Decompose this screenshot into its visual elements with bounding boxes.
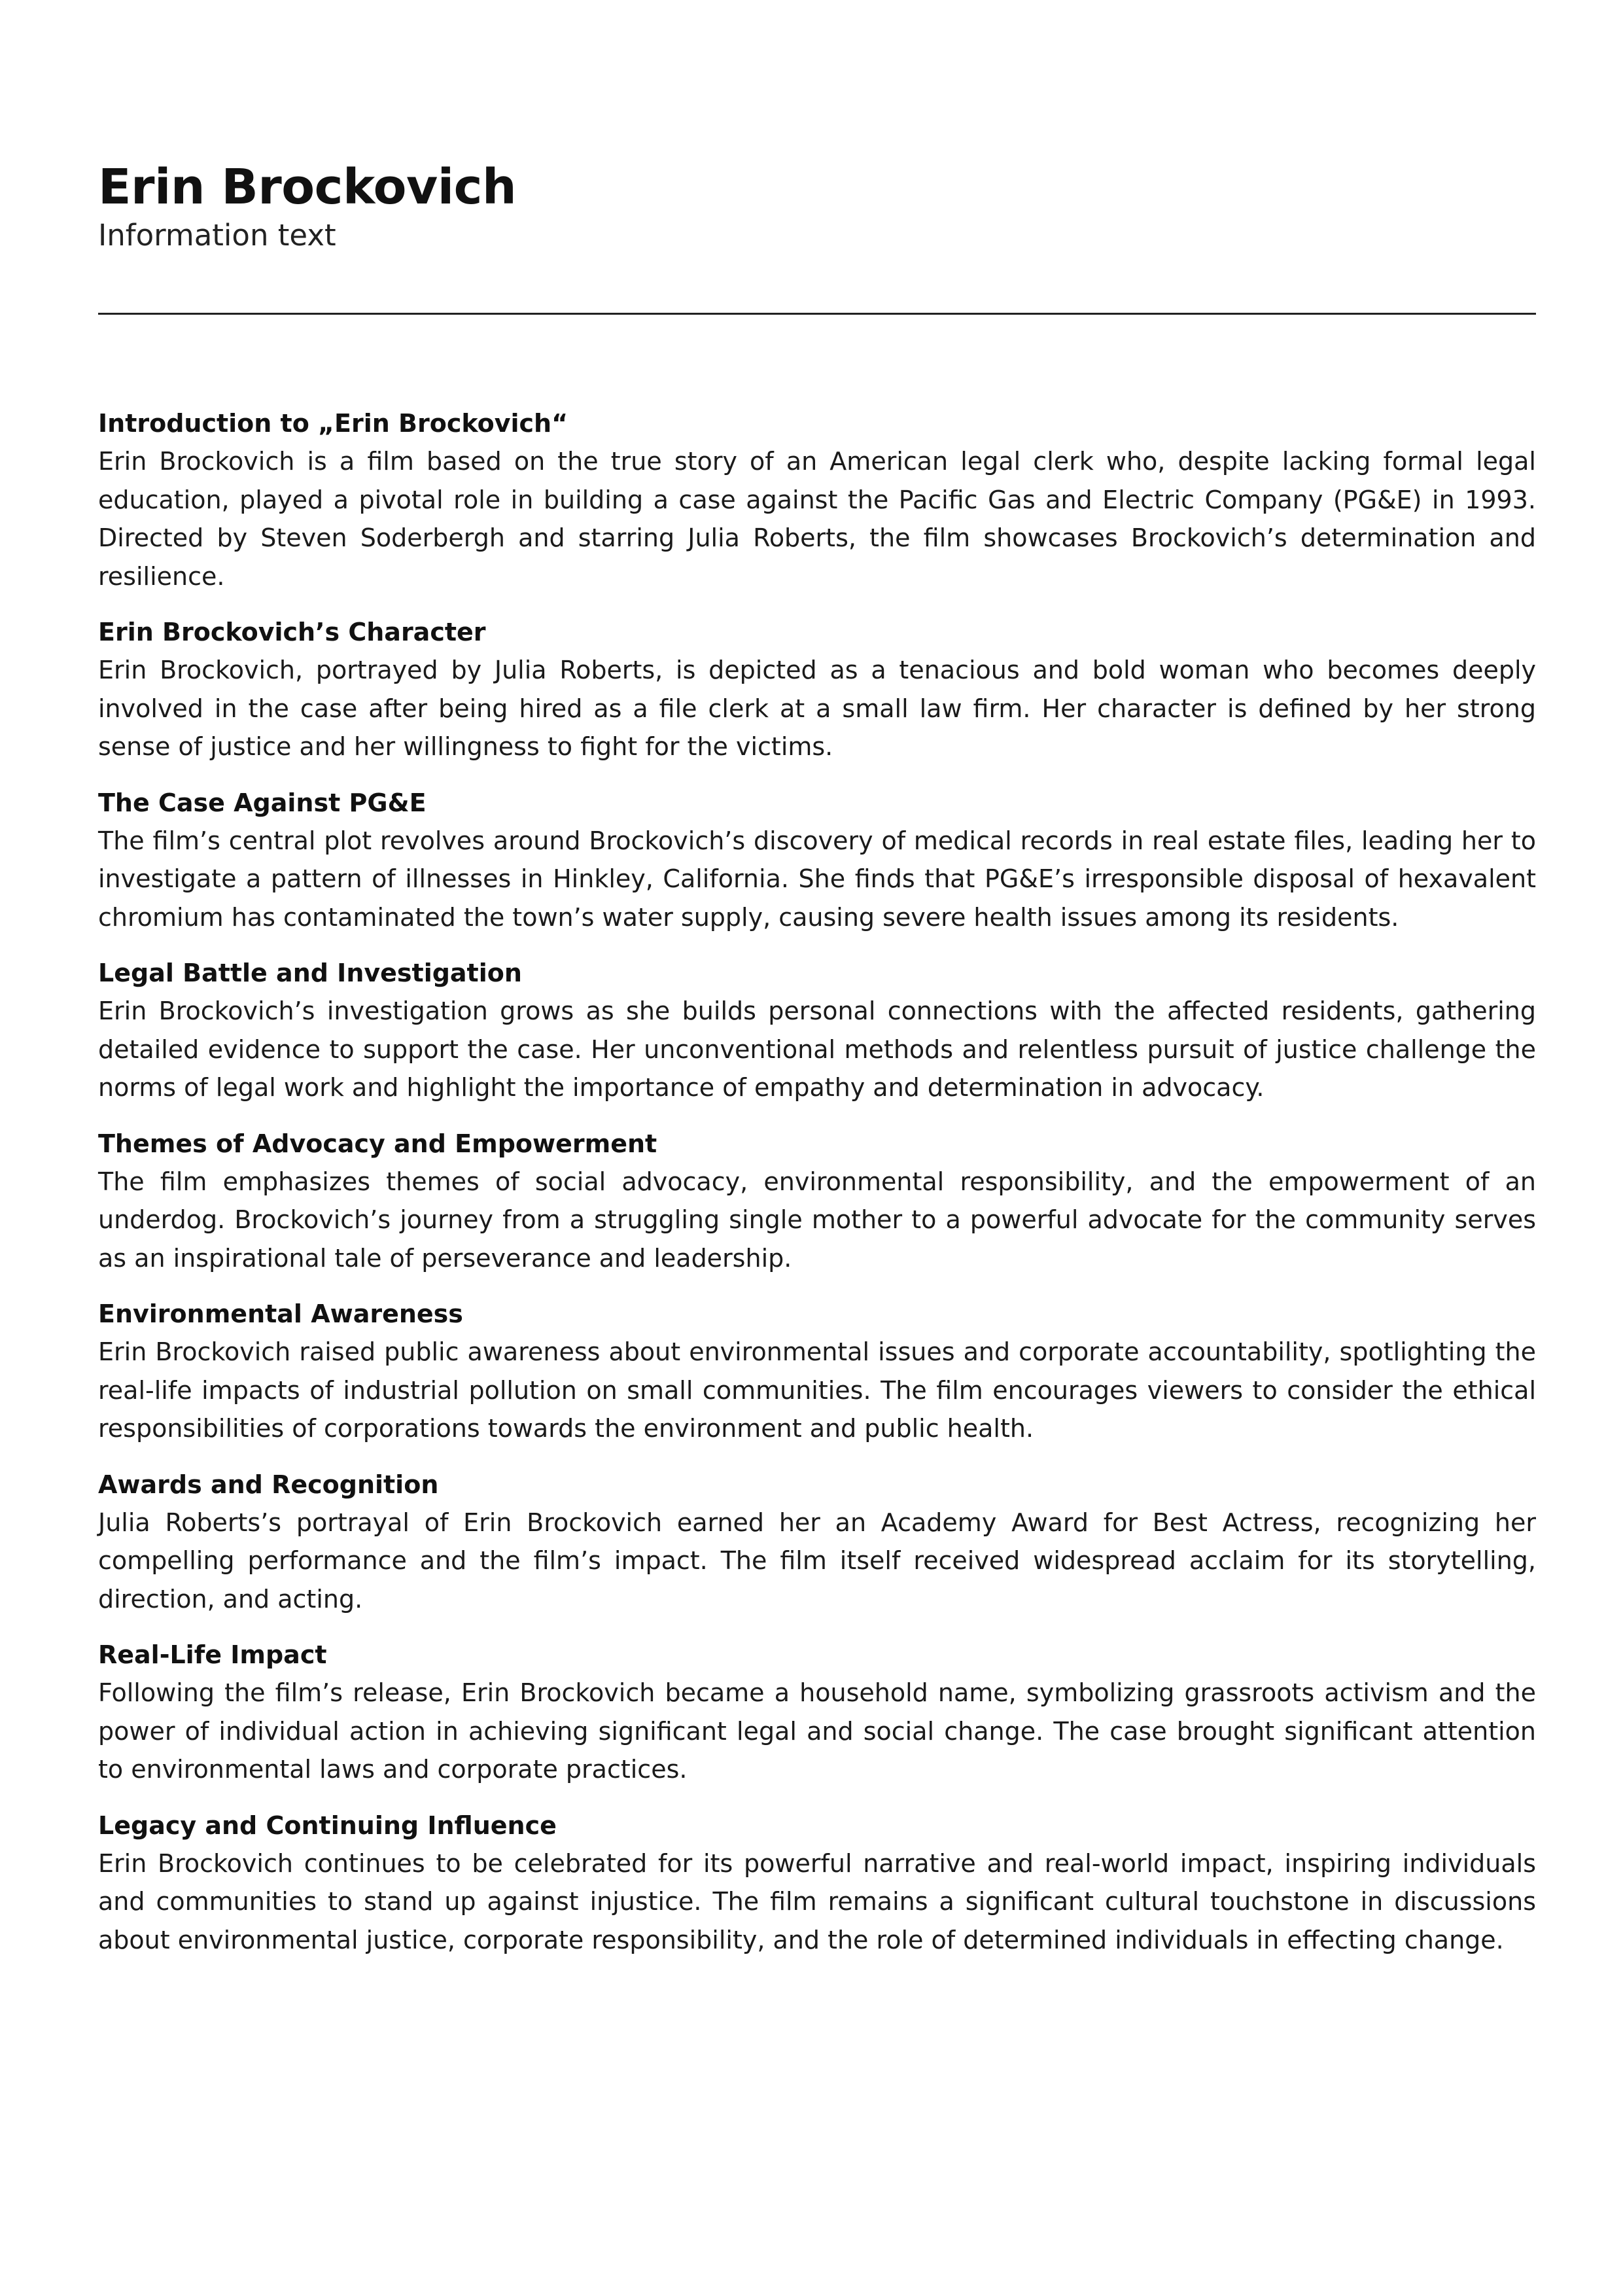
section-heading: The Case Against PG&E xyxy=(98,788,427,817)
section-legal-battle xyxy=(98,954,1536,1107)
section-themes xyxy=(98,1125,1536,1278)
section-heading: Environmental Awareness xyxy=(98,1299,463,1328)
section-body: Erin Brockovich continues to be celebrated for its powerful narrative and real-world impact, inspiring individuals and communities to stand up against injustice. The film remains a significant cultural touchstone in discussions about environmental justice, corporate responsibility, and the role of determined individuals in effecting change. xyxy=(98,1848,1536,1954)
section-heading: Real-Life Impact xyxy=(98,1640,327,1669)
section-heading: Themes of Advocacy and Empowerment xyxy=(98,1129,657,1158)
section-body: The film emphasizes themes of social advocacy, environmental responsibility, and the empowerment of an underdog. Brockovich’s journey from a struggling single mother to a powerful advocate for the community serves as an inspirational tale of perseverance and leadership. xyxy=(98,1167,1536,1273)
section-body: Julia Roberts’s portrayal of Erin Brockovich earned her an Academy Award for Best Actress, recognizing her compelling performance and the film’s impact. The film itself received widespread acclaim for its storytelling, direction, and acting. xyxy=(98,1508,1536,1614)
section-body: Following the film’s release, Erin Brockovich became a household name, symbolizing grassroots activism and the power of individual action in achieving significant legal and social change. The case brought significant attention to environmental laws and corporate practices. xyxy=(98,1678,1536,1784)
header-divider xyxy=(98,313,1536,315)
page-subtitle: Information text xyxy=(98,218,336,253)
section-heading: Legacy and Continuing Influence xyxy=(98,1810,557,1840)
section-case-against-pge xyxy=(98,784,1536,937)
section-character xyxy=(98,613,1536,766)
section-body: Erin Brockovich’s investigation grows as she builds personal connections with the affected residents, gathering detailed evidence to support the case. Her unconventional methods and relentless pursuit of justice challenge the norms of legal work and highlight the importance of empathy and determination in advocacy. xyxy=(98,997,1536,1102)
section-body: Erin Brockovich, portrayed by Julia Roberts, is depicted as a tenacious and bold woman who becomes deeply involved in the case after being hired as a file clerk at a small law firm. Her character is defined by her strong sense of justice and her willingness to fight for the victims. xyxy=(98,656,1536,761)
section-heading: Awards and Recognition xyxy=(98,1470,439,1499)
section-legacy xyxy=(98,1807,1536,1960)
section-body: Erin Brockovich raised public awareness about environmental issues and corporate accountability, spotlighting the real-life impacts of industrial pollution on small communities. The film encourages viewers to consider the ethical responsibilities of corporations towards the environment and public health. xyxy=(98,1337,1536,1443)
section-environmental-awareness xyxy=(98,1295,1536,1448)
section-heading: Introduction to „Erin Brockovich“ xyxy=(98,409,568,438)
document-content xyxy=(98,404,1536,1977)
section-heading: Erin Brockovich’s Character xyxy=(98,618,486,646)
section-awards xyxy=(98,1466,1536,1619)
section-heading: Legal Battle and Investigation xyxy=(98,959,522,987)
section-introduction xyxy=(98,404,1536,595)
section-body: Erin Brockovich is a film based on the true story of an American legal clerk who, despite lacking formal legal education, played a pivotal role in building a case against the Pacific Gas and Electric Company (PG&E) in 1993. Directed by Steven Soderbergh and starring Julia Roberts, the film showcases Brockovich’s determination and resilience. xyxy=(98,447,1536,591)
section-body: The film’s central plot revolves around Brockovich’s discovery of medical records in real estate files, leading her to investigate a pattern of illnesses in Hinkley, California. She finds that PG&E’s irresponsible disposal of hexavalent chromium has contaminated the town’s water supply, causing severe health issues among its residents. xyxy=(98,826,1536,932)
section-real-life-impact xyxy=(98,1636,1536,1789)
page-title: Erin Brockovich xyxy=(98,159,517,215)
